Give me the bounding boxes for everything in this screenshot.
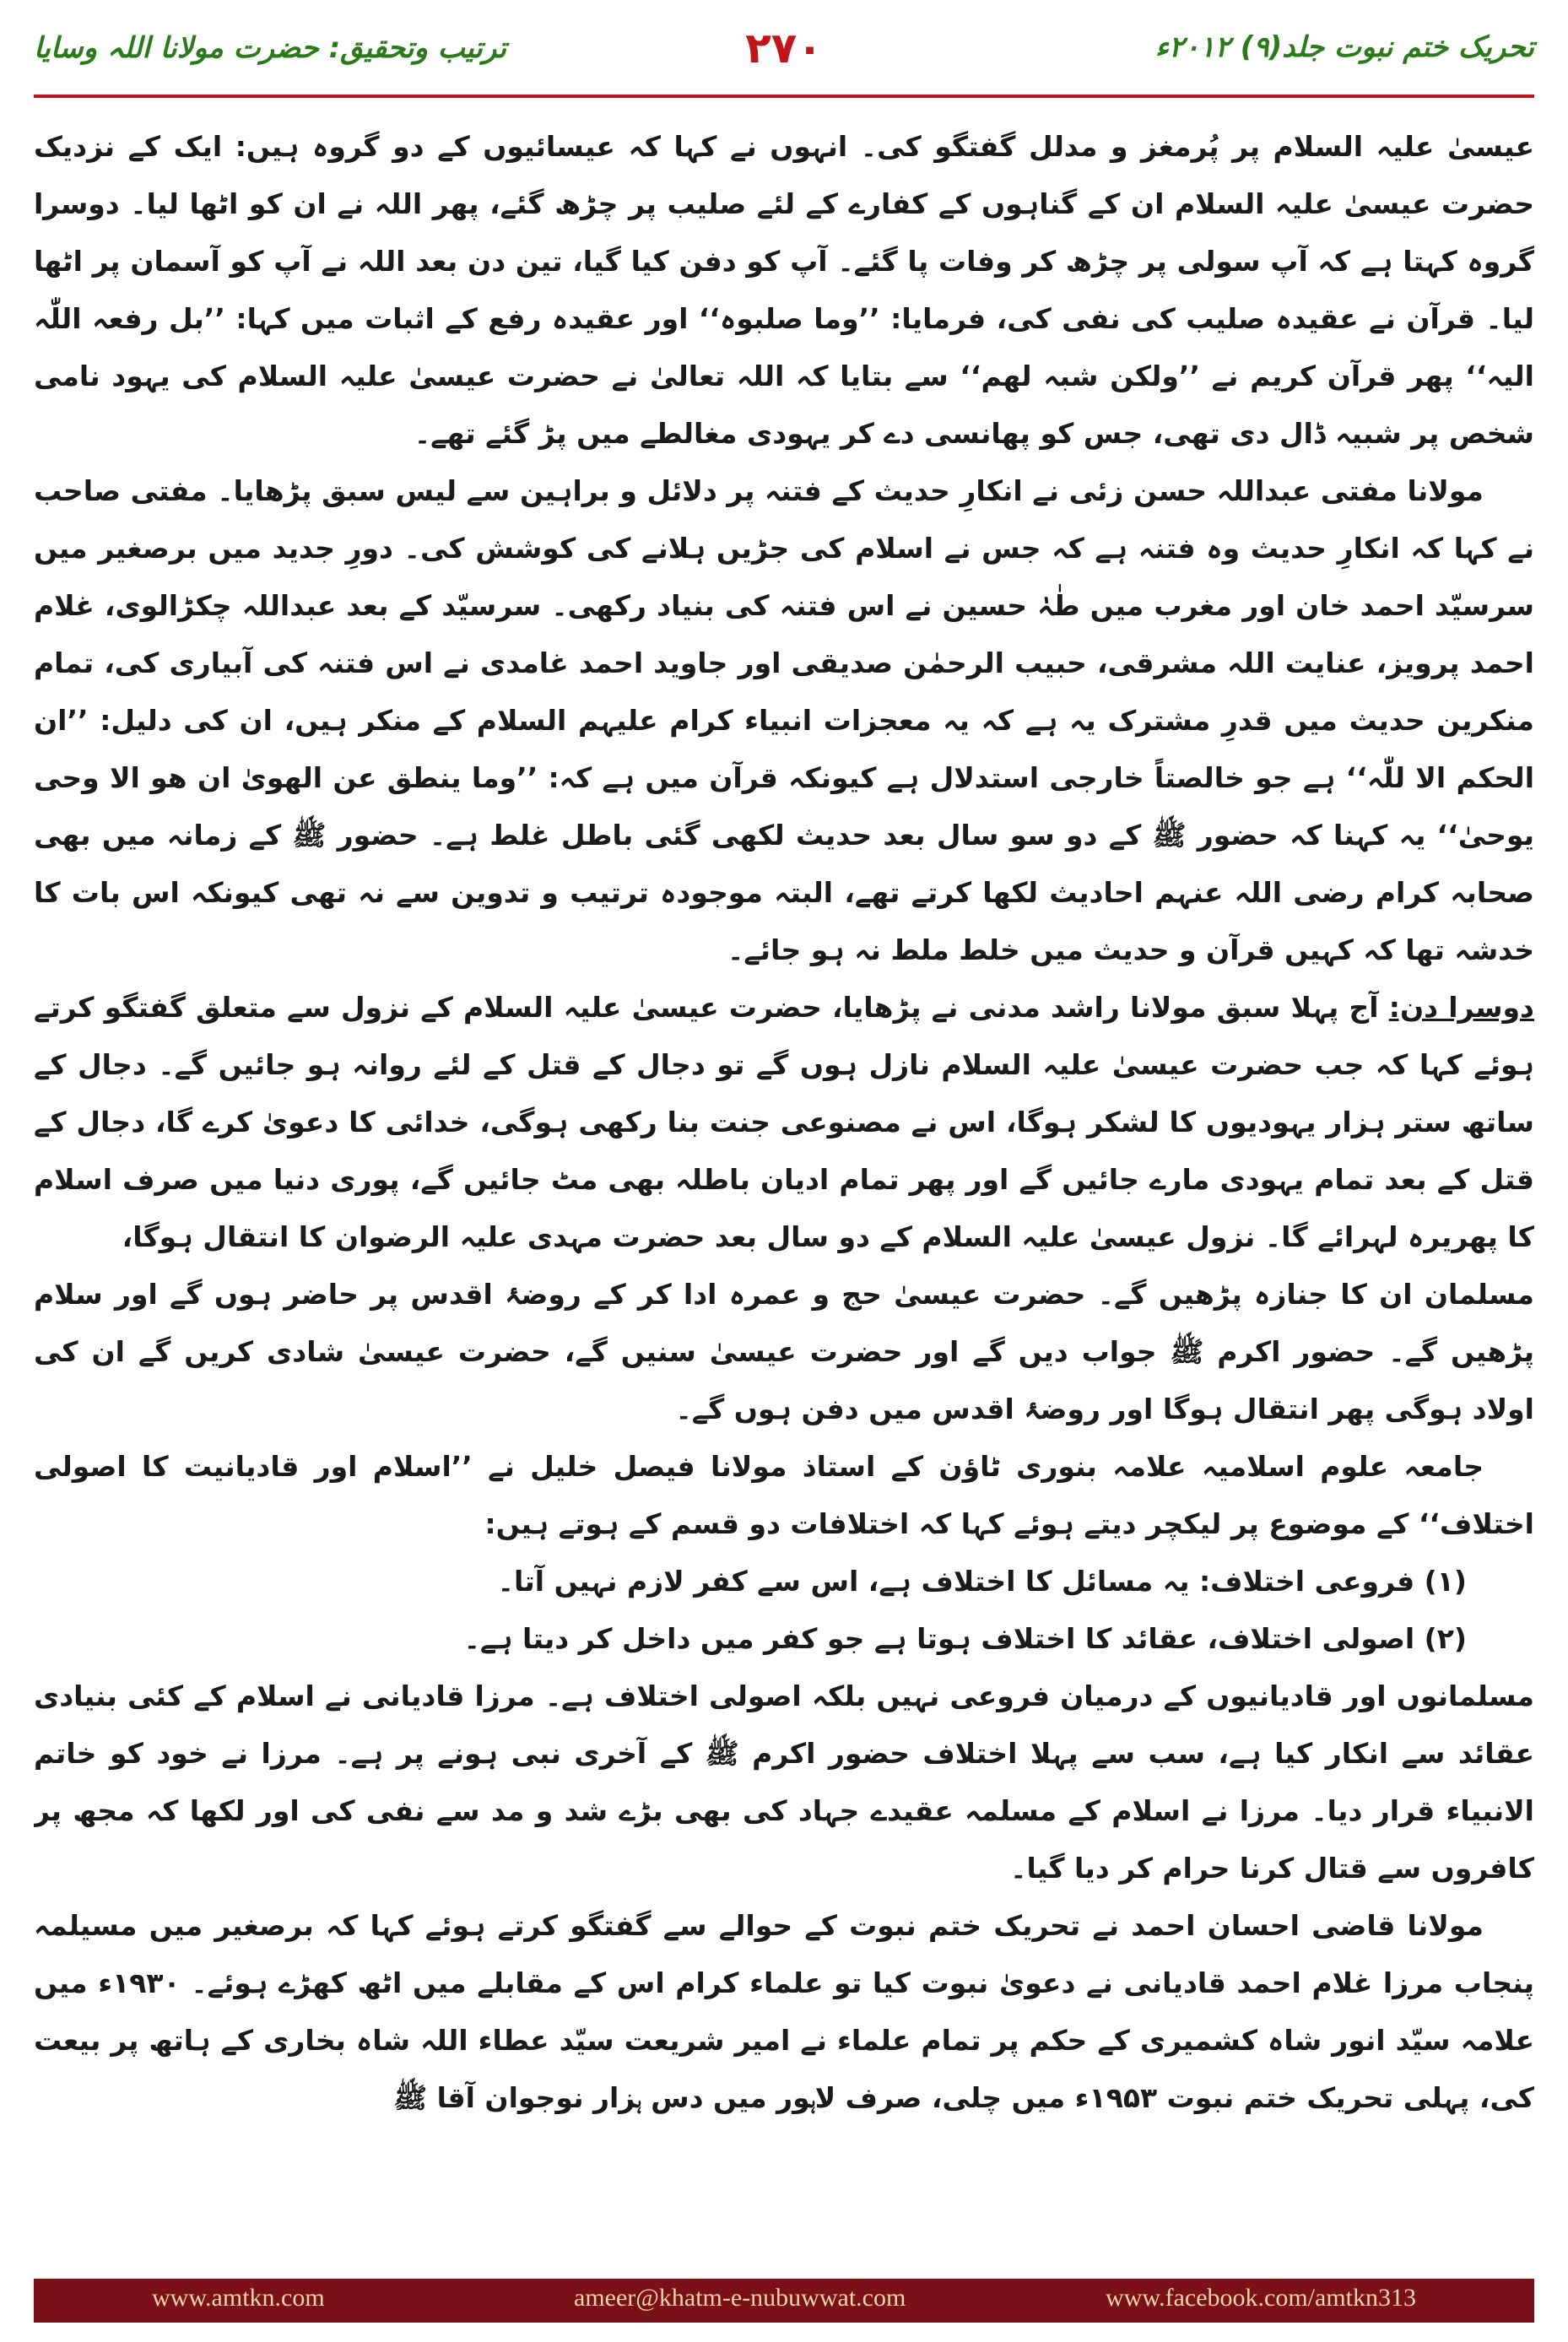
day2-heading: دوسرا دن: bbox=[1388, 991, 1534, 1024]
day2-text: آج پہلا سبق مولانا راشد مدنی نے پڑھایا، حضرت عیسیٰ علیہ السلام کے نزول سے متعلق گفتگو کرتے ہوئے کہا کہ جب حضرت عیسیٰ علیہ السلام نازل ہوں گے تو دجال کے قتل کے لئے روانہ ہو جائیں گے۔ دجال کے ساتھ ستر ہزار یہودیوں کا لشکر ہوگا، اس نے مصنوعی جنت بنا رکھی ہوگی، خدائی کا دعویٰ کرے گا، دجال کے قتل کے بعد تمام یہودی مارے جائیں گے اور پھر تمام ادیان باطلہ بھی مٹ جائیں گے، پوری دنیا میں صرف اسلام کا پھریرہ لہرائے گا۔ نزول عیسیٰ علیہ السلام کے دو سال بعد حضرت مہدی علیہ الرضوان کا انتقال ہوگا، bbox=[34, 991, 1534, 1253]
header-book-title: تحریک ختم نبوت جلد(۹) ۲۰۱۲ء bbox=[1154, 30, 1534, 64]
article-body bbox=[34, 118, 1534, 2211]
paragraph-day2 bbox=[34, 979, 1534, 1266]
paragraph: عیسیٰ علیہ السلام پر پُرمغز و مدلل گفتگو کی۔ انہوں نے کہا کہ عیسائیوں کے دو گروہ ہیں: ایک کے نزدیک حضرت عیسیٰ علیہ السلام ان کے گناہوں کے کفارے کے لئے صلیب پر چڑھ گئے، پھر اللہ نے ان کو اٹھا لیا۔ دوسرا گروہ کہتا ہے کہ آپ سولی پر چڑھ کر وفات پا گئے۔ آپ کو دفن کیا گیا، تین دن بعد اللہ نے آپ کو آسمان پر اٹھا لیا۔ قرآن نے عقیدہ صلیب کی نفی کی، فرمایا: ’’وما صلبوہ‘‘ اور عقیدہ رفع کے اثبات میں کہا: ’’بل رفعہ اللّٰہ الیہ‘‘ پھر قرآن کریم نے ’’ولکن شبہ لھم‘‘ سے بتایا کہ اللہ تعالیٰ نے حضرت عیسیٰ علیہ السلام کی یہود نامی شخص پر شبیہ ڈال دی تھی، جس کو پھانسی دے کر یہودی مغالطے میں پڑ گئے تھے۔ bbox=[34, 130, 1534, 450]
page-footer bbox=[34, 2279, 1534, 2323]
footer-email-link[interactable]: ameer@khatm-e-nubuwwat.com bbox=[574, 2284, 906, 2312]
header-editor-credit: ترتیب وتحقیق: حضرت مولانا اللہ وسایا bbox=[34, 31, 507, 65]
header-divider bbox=[34, 95, 1534, 98]
paragraph: مسلمان ان کا جنازہ پڑھیں گے۔ حضرت عیسیٰ حج و عمرہ ادا کر کے روضۂ اقدس پر حاضر ہوں گے اور سلام پڑھیں گے۔ حضور اکرم ﷺ جواب دیں گے اور حضرت عیسیٰ سنیں گے، حضرت عیسیٰ شادی کریں گے ان کی اولاد ہوگی پھر انتقال ہوگا اور روضۂ اقدس میں دفن ہوں گے۔ bbox=[34, 1278, 1534, 1425]
footer-facebook-link[interactable]: www.facebook.com/amtkn313 bbox=[1106, 2284, 1416, 2312]
page-number: ۲۷۰ bbox=[745, 24, 823, 73]
paragraph: مولانا مفتی عبداللہ حسن زئی نے انکارِ حدیث کے فتنہ پر دلائل و براہین سے لیس سبق پڑھایا۔ مفتی صاحب نے کہا کہ انکارِ حدیث وہ فتنہ ہے کہ جس نے اسلام کی جڑیں ہلانے کی کوشش کی۔ دورِ جدید میں برصغیر میں سرسیّد احمد خان اور مغرب میں طٰہٰ حسین نے اس فتنہ کی بنیاد رکھی۔ سرسیّد کے بعد عبداللہ چکڑالوی، غلام احمد پرویز، عنایت اللہ مشرقی، حبیب الرحمٰن صدیقی اور جاوید احمد غامدی نے اس فتنہ کی آبیاری کی، تمام منکرین حدیث میں قدرِ مشترک یہ ہے کہ یہ معجزات انبیاء کرام علیہم السلام کے منکر ہیں، ان کی دلیل: ’’ان الحکم الا للّٰہ‘‘ ہے جو خالصتاً خارجی استدلال ہے کیونکہ قرآن میں ہے کہ: ’’وما ینطق عن الھویٰ ان ھو الا وحی یوحیٰ‘‘ یہ کہنا کہ حضور ﷺ کے دو سو سال بعد حدیث لکھی گئی باطل غلط ہے۔ حضور ﷺ کے زمانہ میں بھی صحابہ کرام رضی اللہ عنہم احادیث لکھا کرتے تھے، البتہ موجودہ ترتیب و تدوین سے نہ تھی کیونکہ اس بات کا خدشہ تھا کہ کہیں قرآن و حدیث میں خلط ملط نہ ہو جائے۔ bbox=[34, 474, 1534, 966]
page-header bbox=[34, 24, 1534, 89]
paragraph: مسلمانوں اور قادیانیوں کے درمیان فروعی نہیں بلکہ اصولی اختلاف ہے۔ مرزا قادیانی نے اسلام کے کئی بنیادی عقائد سے انکار کیا ہے، سب سے پہلا اختلاف حضور اکرم ﷺ کے آخری نبی ہونے پر ہے۔ مرزا نے خود کو خاتم الانبیاء قرار دیا۔ مرزا نے اسلام کے مسلمہ عقیدے جہاد کی بھی بڑے شد و مد سے نفی کی اور لکھا کہ مجھ پر کافروں سے قتال کرنا حرام کر دیا گیا۔ bbox=[34, 1679, 1534, 1885]
list-item: (۲) اصولی اختلاف، عقائد کا اختلاف ہوتا ہے جو کفر میں داخل کر دیتا ہے۔ bbox=[463, 1622, 1467, 1655]
paragraph: مولانا قاضی احسان احمد نے تحریک ختم نبوت کے حوالے سے گفتگو کرتے ہوئے کہا کہ برصغیر میں مسیلمہ پنجاب مرزا غلام احمد قادیانی نے دعویٰ نبوت کیا تو علماء کرام اس کے مقابلے میں اٹھ کھڑے ہوئے۔ ۱۹۳۰ء میں علامہ سیّد انور شاہ کشمیری کے حکم پر تمام علماء نے امیر شریعت سیّد عطاء اللہ شاہ بخاری کے ہاتھ پر بیعت کی، پہلی تحریک ختم نبوت ۱۹۵۳ء میں چلی، صرف لاہور میں دس ہزار نوجوان آقا ﷺ bbox=[34, 1909, 1534, 2114]
footer-website-link[interactable]: www.amtkn.com bbox=[152, 2284, 325, 2312]
list-item: (۱) فروعی اختلاف: یہ مسائل کا اختلاف ہے، اس سے کفر لازم نہیں آتا۔ bbox=[497, 1565, 1467, 1598]
paragraph: جامعہ علوم اسلامیہ علامہ بنوری ٹاؤن کے استاذ مولانا فیصل خلیل نے ’’اسلام اور قادیانیت کا اصولی اختلاف‘‘ کے موضوع پر لیکچر دیتے ہوئے کہا کہ اختلافات دو قسم کے ہوتے ہیں: bbox=[34, 1450, 1534, 1540]
